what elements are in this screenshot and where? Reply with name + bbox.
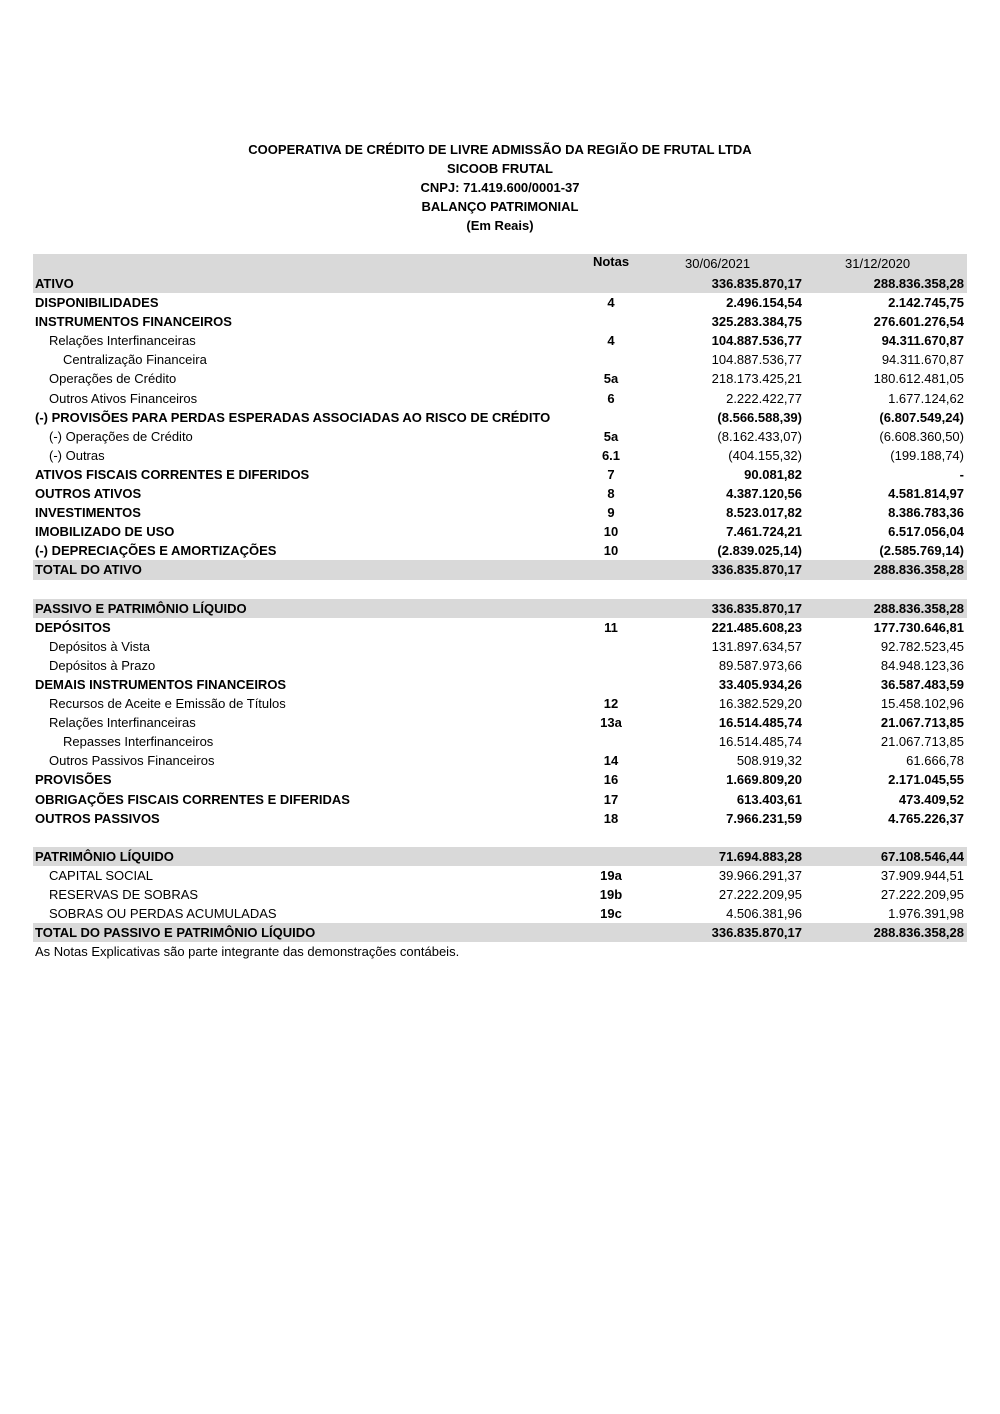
row-note: 5a (603, 371, 619, 387)
table-row (33, 465, 967, 484)
row-value-2020: (6.608.360,50) (879, 428, 964, 444)
table-row (33, 923, 967, 942)
row-value-2020: 4.581.814,97 (888, 486, 964, 502)
column-header-row (33, 254, 967, 274)
row-label: Relações Interfinanceiras (49, 333, 196, 349)
row-value-2020: 1.976.391,98 (888, 906, 964, 922)
row-note: 18 (603, 810, 619, 826)
row-value-2021: (8.566.588,39) (717, 409, 802, 425)
currency-note: (Em Reais) (466, 218, 534, 233)
row-label: TOTAL DO PASSIVO E PATRIMÔNIO LÍQUIDO (35, 925, 316, 941)
row-note: 6.1 (601, 447, 621, 463)
company-name: COOPERATIVA DE CRÉDITO DE LIVRE ADMISSÃO DA REGIÃO DE FRUTAL LTDA (248, 142, 752, 157)
row-value-2021: 27.222.209,95 (718, 887, 802, 902)
table-row (33, 503, 967, 522)
row-value-2021: 508.919,32 (736, 753, 802, 769)
row-value-2021: 336.835.870,17 (711, 562, 802, 578)
row-label: (-) Operações de Crédito (49, 428, 193, 444)
row-note: 9 (607, 505, 615, 521)
row-value-2021: 336.835.870,17 (711, 600, 802, 616)
row-value-2020: (6.807.549,24) (879, 409, 964, 425)
row-value-2020: 92.782.523,45 (880, 638, 964, 654)
row-label: INSTRUMENTOS FINANCEIROS (35, 314, 232, 330)
document-header (0, 140, 1000, 235)
table-row (33, 389, 967, 408)
row-value-2021: 218.173.425,21 (711, 371, 802, 387)
row-value-2020: 180.612.481,05 (873, 371, 964, 387)
row-value-2020: 4.765.226,37 (888, 810, 964, 826)
table-row (33, 350, 967, 369)
row-value-2021: 104.887.536,77 (711, 352, 802, 368)
table-row (33, 541, 967, 560)
row-value-2020: 288.836.358,28 (873, 925, 964, 941)
table-row (33, 828, 967, 847)
row-value-2020: 37.909.944,51 (880, 867, 964, 883)
row-value-2020: 288.836.358,28 (873, 600, 964, 616)
row-note: 6 (607, 390, 615, 406)
row-value-2020: 27.222.209,95 (880, 887, 964, 902)
table-row (33, 713, 967, 732)
row-note: 8 (607, 486, 615, 502)
table-row (33, 369, 967, 388)
row-value-2021: 16.514.485,74 (718, 715, 802, 731)
table-row (33, 560, 967, 579)
row-value-2020: 61.666,78 (906, 753, 964, 769)
row-value-2020: 2.142.745,75 (888, 295, 964, 311)
row-note: 14 (603, 753, 619, 769)
table-row (33, 694, 967, 713)
row-value-2021: 8.523.017,82 (726, 505, 802, 521)
row-label: DISPONIBILIDADES (35, 295, 159, 311)
table-row (33, 312, 967, 331)
row-value-2020: 8.386.783,36 (888, 505, 964, 521)
row-value-2020: 94.311.670,87 (881, 333, 964, 349)
table-row (33, 751, 967, 770)
row-note: 4 (607, 333, 615, 349)
row-note: 5a (603, 428, 619, 444)
table-row (33, 522, 967, 541)
table-row (33, 274, 967, 293)
balance-sheet-table (33, 254, 967, 961)
statement-title: BALANÇO PATRIMONIAL (421, 199, 579, 214)
row-value-2021: 613.403,61 (736, 791, 802, 807)
table-row (33, 732, 967, 751)
row-note: 4 (607, 295, 615, 311)
row-value-2021: 131.897.634,57 (711, 638, 802, 654)
row-note: 7 (607, 466, 615, 482)
row-label: Repasses Interfinanceiros (63, 734, 214, 750)
column-header-notes: Notas (592, 254, 630, 269)
row-value-2021: 7.966.231,59 (726, 810, 802, 826)
row-label: Operações de Crédito (49, 371, 177, 387)
row-value-2021: 4.387.120,56 (726, 486, 802, 502)
table-row (33, 637, 967, 656)
row-value-2020: (199.188,74) (890, 447, 964, 463)
row-label: Depósitos à Prazo (49, 657, 156, 673)
row-label: Recursos de Aceite e Emissão de Títulos (49, 696, 286, 712)
row-note: 19b (599, 887, 623, 902)
table-row (33, 790, 967, 809)
table-row (33, 427, 967, 446)
row-label: DEPÓSITOS (35, 619, 111, 635)
row-label: Depósitos à Vista (49, 638, 150, 654)
row-value-2020: (2.585.769,14) (879, 543, 964, 559)
row-label: Relações Interfinanceiras (49, 715, 196, 731)
row-value-2021: (404.155,32) (728, 447, 802, 463)
row-value-2021: 221.485.608,23 (711, 619, 802, 635)
column-header-date-2: 31/12/2020 (845, 256, 911, 271)
row-label: OUTROS PASSIVOS (35, 810, 160, 826)
row-value-2021: 71.694.883,28 (718, 848, 802, 864)
row-note: 19a (600, 867, 622, 883)
row-value-2020: 6.517.056,04 (888, 524, 964, 540)
row-value-2021: 90.081,82 (744, 466, 802, 482)
row-value-2020: 94.311.670,87 (881, 352, 964, 368)
row-label: TOTAL DO ATIVO (35, 562, 142, 578)
row-value-2021: 16.382.529,20 (718, 696, 802, 712)
row-value-2021: 104.887.536,77 (711, 333, 802, 349)
row-value-2020: 276.601.276,54 (873, 314, 964, 330)
row-label: Outros Ativos Financeiros (49, 390, 198, 406)
row-value-2021: 89.587.973,66 (718, 657, 802, 673)
row-label: ATIVO (35, 276, 74, 291)
row-value-2020: 21.067.713,85 (880, 734, 964, 750)
table-row (33, 580, 967, 599)
row-value-2020: 2.171.045,55 (888, 772, 964, 788)
table-row (33, 847, 967, 866)
table-row (33, 618, 967, 637)
row-value-2020: 288.836.358,28 (873, 562, 964, 578)
row-value-2020: 36.587.483,59 (880, 676, 964, 692)
row-value-2020: - (959, 466, 964, 482)
table-row (33, 904, 967, 923)
row-label: (-) PROVISÕES PARA PERDAS ESPERADAS ASSOCIADAS AO RISCO DE CRÉDITO (35, 409, 551, 425)
table-row (33, 885, 967, 904)
row-label: OUTROS ATIVOS (35, 486, 142, 502)
table-row (33, 770, 967, 789)
row-value-2020: 15.458.102,96 (880, 696, 964, 712)
row-label: IMOBILIZADO DE USO (35, 524, 175, 540)
table-body (33, 274, 967, 942)
row-value-2021: 2.222.422,77 (726, 390, 802, 406)
row-value-2020: 177.730.646,81 (873, 619, 964, 635)
row-label: CAPITAL SOCIAL (49, 867, 154, 883)
row-label: INVESTIMENTOS (35, 505, 141, 521)
row-note: 17 (603, 791, 619, 807)
company-cnpj: CNPJ: 71.419.600/0001-37 (420, 180, 580, 195)
table-row (33, 599, 967, 618)
row-note: 19c (600, 906, 622, 922)
row-value-2020: 473.409,52 (898, 791, 964, 807)
row-note: 11 (604, 619, 618, 635)
row-value-2021: 336.835.870,17 (711, 276, 802, 291)
table-row (33, 408, 967, 427)
column-header-date-1: 30/06/2021 (685, 256, 751, 271)
row-note: 10 (603, 524, 619, 540)
company-short-name: SICOOB FRUTAL (447, 161, 553, 176)
table-row (33, 331, 967, 350)
table-row (33, 675, 967, 694)
row-note: 12 (603, 696, 619, 712)
row-value-2021: 1.669.809,20 (726, 772, 802, 788)
row-label: SOBRAS OU PERDAS ACUMULADAS (49, 906, 277, 922)
row-note: 10 (603, 543, 619, 559)
footnote: As Notas Explicativas são parte integrante das demonstrações contábeis. (35, 944, 460, 960)
row-value-2021: 16.514.485,74 (718, 734, 802, 750)
row-value-2021: 33.405.934,26 (718, 676, 802, 692)
row-label: PASSIVO E PATRIMÔNIO LÍQUIDO (35, 600, 247, 616)
row-note: 16 (603, 772, 619, 788)
row-value-2021: 4.506.381,96 (726, 906, 802, 922)
table-row (33, 656, 967, 675)
row-label: OBRIGAÇÕES FISCAIS CORRENTES E DIFERIDAS (35, 791, 350, 807)
table-row (33, 809, 967, 828)
row-note: 13a (600, 715, 622, 731)
table-row (33, 293, 967, 312)
row-value-2021: 39.966.291,37 (718, 867, 802, 883)
row-value-2021: 336.835.870,17 (711, 925, 802, 941)
row-label: ATIVOS FISCAIS CORRENTES E DIFERIDOS (35, 466, 310, 482)
row-value-2020: 21.067.713,85 (880, 715, 964, 731)
row-label: Centralização Financeira (63, 352, 207, 368)
row-label: DEMAIS INSTRUMENTOS FINANCEIROS (35, 676, 287, 692)
row-value-2020: 67.108.546,44 (880, 848, 964, 864)
table-row (33, 484, 967, 503)
row-value-2020: 84.948.123,36 (880, 657, 964, 673)
row-label: RESERVAS DE SOBRAS (49, 887, 199, 902)
row-value-2021: (2.839.025,14) (717, 543, 802, 559)
row-label: PROVISÕES (35, 772, 112, 788)
row-value-2021: 7.461.724,21 (726, 524, 802, 540)
row-value-2021: 325.283.384,75 (711, 314, 802, 330)
row-label: Outros Passivos Financeiros (49, 753, 215, 769)
table-row (33, 866, 967, 885)
row-label: (-) Outras (49, 447, 105, 463)
table-row (33, 446, 967, 465)
row-value-2020: 288.836.358,28 (873, 276, 964, 291)
row-label: (-) DEPRECIAÇÕES E AMORTIZAÇÕES (35, 543, 277, 559)
row-value-2021: 2.496.154,54 (726, 295, 802, 311)
row-value-2020: 1.677.124,62 (888, 390, 964, 406)
row-label: PATRIMÔNIO LÍQUIDO (35, 848, 174, 864)
row-value-2021: (8.162.433,07) (717, 428, 802, 444)
